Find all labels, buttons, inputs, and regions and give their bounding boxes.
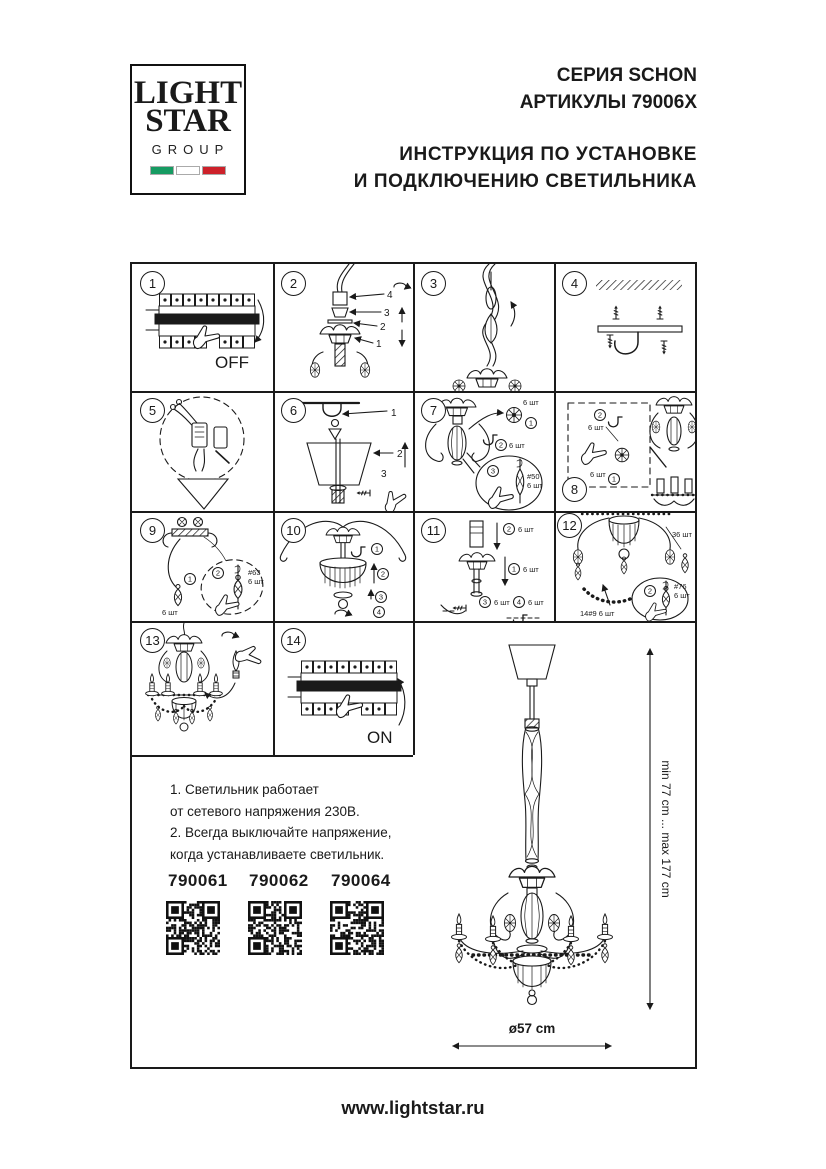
qr-code-790062 <box>248 901 302 955</box>
callout-3-number: 3 <box>482 597 488 607</box>
qr-code-790061 <box>166 901 220 955</box>
step-13-cell <box>132 621 273 755</box>
chandelier-dimension-diagram <box>413 621 695 1067</box>
instruction-title <box>354 141 697 195</box>
callout-3-qty: 6 шт <box>527 481 543 490</box>
step-14-number: 14 <box>281 628 306 653</box>
step-12-cell <box>554 511 695 621</box>
height-dimension-label: min 77 cm ... max 177 cm <box>659 760 673 898</box>
step-1-cell <box>132 264 273 391</box>
steps-grid <box>130 262 697 1069</box>
step-11-number: 11 <box>421 518 446 543</box>
dimension-diagram-region <box>413 621 695 1067</box>
callout-1-number: 1 <box>187 574 193 584</box>
step-14-cell <box>273 621 413 755</box>
flag-red <box>202 166 226 175</box>
step-8-number: 8 <box>562 477 587 502</box>
on-label: ON <box>367 728 393 747</box>
article-790062: 790062 <box>249 871 309 890</box>
part-label-3: 3 <box>384 308 390 319</box>
callout-1-number: 2 <box>597 410 603 420</box>
callout-1-qty: 6 шт <box>588 423 604 432</box>
diameter-dimension-label: ø57 cm <box>508 1021 556 1036</box>
callout-2-qty: 6 шт <box>523 565 539 574</box>
callout-1-qty: 6 шт <box>523 398 539 407</box>
step-2-number: 2 <box>281 271 306 296</box>
callout-3-code: #50 <box>527 472 540 481</box>
notes-region <box>132 755 413 1067</box>
callout-2-number: 2 <box>215 568 221 578</box>
step-7-cell <box>413 391 554 511</box>
safety-notes <box>170 779 391 865</box>
step-4-cell <box>554 264 695 391</box>
step-12-number: 12 <box>557 513 582 538</box>
logo-word-light: LIGHT <box>133 75 243 111</box>
callout-2-code: #63 <box>248 568 261 577</box>
note-line-3: 2. Всегда выключайте напряжение, <box>170 825 392 840</box>
callout-2-number: 1 <box>511 564 517 574</box>
instruction-title-line2: И ПОДКЛЮЧЕНИЮ СВЕТИЛЬНИКА <box>353 171 697 192</box>
note-line-4: когда устанавливаете светильник. <box>170 846 385 862</box>
article-790064: 790064 <box>331 871 391 890</box>
flag-white <box>176 166 200 175</box>
logo-word-group: GROUP <box>151 142 230 157</box>
right-qty: 36 шт <box>672 530 692 539</box>
part-1: 1 <box>374 544 380 554</box>
step-13-number: 13 <box>140 628 165 653</box>
step-8-cell <box>554 391 695 511</box>
logo-word-star: STAR <box>145 103 231 139</box>
step-5-cell <box>132 391 273 511</box>
callout-1-number: 1 <box>528 418 534 428</box>
articles-title: АРТИКУЛЫ 79006X <box>519 92 697 113</box>
callout-2-qty: 6 шт <box>248 577 264 586</box>
callout-3-number: 3 <box>490 466 496 476</box>
step-3-cell <box>413 264 554 391</box>
callout-qty: 6 шт <box>674 591 690 600</box>
step-10-cell <box>273 511 413 621</box>
step-9-number: 9 <box>140 518 165 543</box>
step-7-number: 7 <box>421 398 446 423</box>
off-label: OFF <box>215 353 249 372</box>
website-url: www.lightstar.ru <box>341 1097 485 1118</box>
step-11-cell <box>413 511 554 621</box>
step-6-number: 6 <box>281 398 306 423</box>
garland-label: 14#9 6 шт <box>580 609 615 618</box>
lightstar-logo <box>130 64 246 195</box>
callout-3-qty: 6 шт <box>494 598 510 607</box>
callout-2-number: 1 <box>611 474 617 484</box>
part-label-2: 2 <box>397 449 403 460</box>
step-6-cell <box>273 391 413 511</box>
callout-number: 2 <box>647 586 653 596</box>
qr-code-790064 <box>330 901 384 955</box>
callout-1-qty: 6 шт <box>518 525 534 534</box>
callout-2-qty: 6 шт <box>590 470 606 479</box>
step-5-number: 5 <box>140 398 165 423</box>
italy-flag-icon <box>150 166 226 175</box>
note-line-2: от сетевого напряжения 230В. <box>170 803 360 819</box>
header <box>354 62 697 195</box>
article-790061: 790061 <box>168 871 228 890</box>
instruction-title-line1: ИНСТРУКЦИЯ ПО УСТАНОВКЕ <box>399 144 697 165</box>
step-3-number: 3 <box>421 271 446 296</box>
part-label-4: 4 <box>387 290 393 301</box>
callout-code: #76 <box>674 582 687 591</box>
part-2: 2 <box>380 569 386 579</box>
part-3: 3 <box>378 592 384 602</box>
step-9-cell <box>132 511 273 621</box>
part-label-2: 2 <box>380 322 386 333</box>
callout-2-number: 2 <box>498 440 504 450</box>
step-4-number: 4 <box>562 271 587 296</box>
part-4: 4 <box>376 607 382 617</box>
callout-4-qty: 6 шт <box>528 598 544 607</box>
callout-4-number: 4 <box>516 597 522 607</box>
part-label-3: 3 <box>381 469 387 480</box>
part-label-1: 1 <box>391 408 397 419</box>
step-1-number: 1 <box>140 271 165 296</box>
note-line-1: 1. Светильник работает <box>170 782 319 797</box>
callout-2-qty: 6 шт <box>509 441 525 450</box>
flag-green <box>150 166 174 175</box>
step-10-number: 10 <box>281 518 306 543</box>
part-label-1: 1 <box>376 339 382 350</box>
callout-1-number: 2 <box>506 524 512 534</box>
series-title: СЕРИЯ SCHON <box>556 65 697 86</box>
callout-1-qty: 6 шт <box>162 608 178 617</box>
step-2-cell <box>273 264 413 391</box>
